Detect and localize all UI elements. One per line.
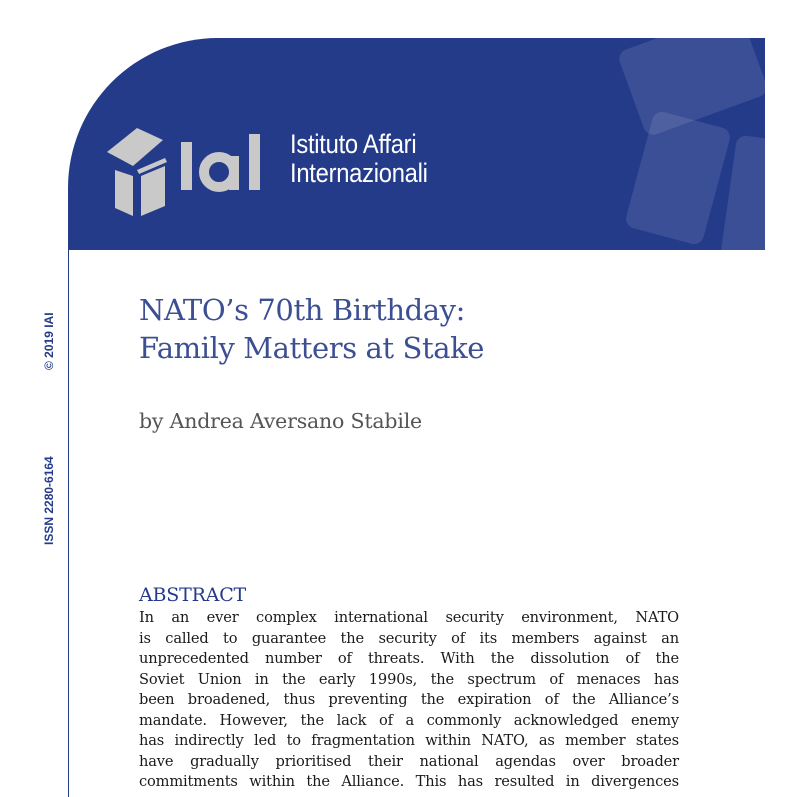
title-line: NATO’s 70th Birthday: xyxy=(139,293,466,327)
abstract-line: mandate. However, the lack of a commonly acknowledged enemy xyxy=(139,711,679,729)
org-name-line1: Istituto Affari xyxy=(290,129,417,159)
abstract-line: unprecedented number of threats. With the dissolution of the xyxy=(139,650,679,667)
abstract-line: have gradually prioritised their national agendas over broader xyxy=(139,752,679,770)
org-name-line2: Internazionali xyxy=(290,158,428,188)
issn-text: ISSN 2280-6164 xyxy=(42,456,56,545)
org-name xyxy=(290,130,428,188)
abstract-line: has indirectly led to fragmentation within NATO, as member states xyxy=(139,732,679,749)
abstract-line: Soviet Union in the early 1990s, the spectrum of menaces has xyxy=(139,670,679,688)
iai-cube-logo-icon xyxy=(107,126,287,222)
iai-logo xyxy=(107,126,467,222)
abstract-heading: ABSTRACT xyxy=(139,584,247,606)
abstract-line: commitments within the Alliance. This has resulted in divergences xyxy=(139,773,679,790)
decorative-shape xyxy=(624,110,732,247)
title-line: Family Matters at Stake xyxy=(139,331,485,365)
copyright-text: © 2019 IAI xyxy=(42,312,56,370)
paper-title xyxy=(139,291,739,367)
abstract-body xyxy=(139,608,679,793)
abstract-line: In an ever complex international security environment, NATO xyxy=(139,609,679,626)
abstract-line: been broadened, thus preventing the expiration of the Alliance’s xyxy=(139,691,679,708)
byline: by Andrea Aversano Stabile xyxy=(139,409,422,433)
sidebar xyxy=(30,290,80,550)
abstract-line: is called to guarantee the security of its members against an xyxy=(139,629,679,647)
